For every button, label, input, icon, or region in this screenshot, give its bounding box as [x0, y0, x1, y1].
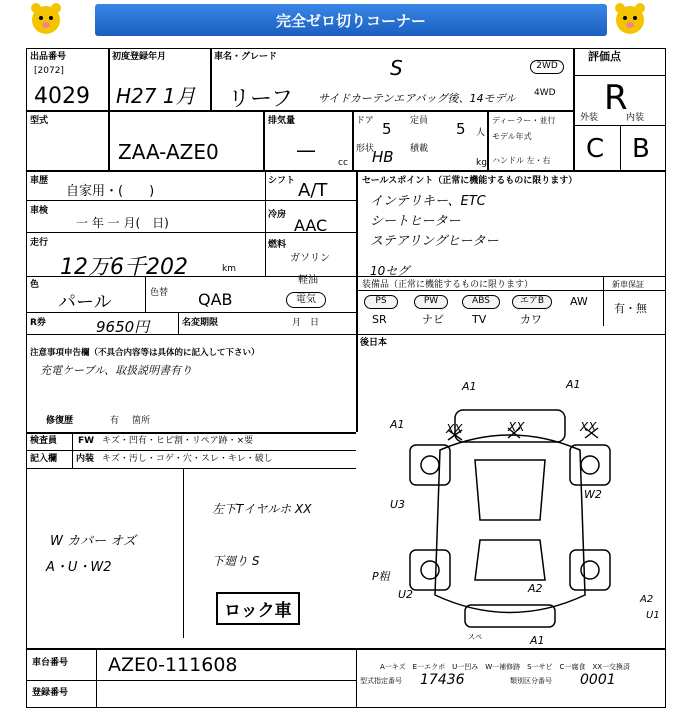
recycle-label: R券	[30, 318, 46, 328]
register-label: 登録番号	[32, 688, 69, 698]
damage-mark: A1	[462, 380, 477, 393]
score-interior: B	[632, 134, 650, 164]
doors-label: ドア	[356, 116, 374, 126]
chassis-value: AZE0-111608	[108, 654, 238, 676]
model-grade: S	[390, 56, 403, 80]
mileage-unit: km	[222, 264, 236, 274]
remark-4: 下廻り S	[212, 554, 260, 568]
shift-value: A/T	[298, 180, 328, 201]
damage-mark: U3	[390, 498, 406, 511]
chassis-label: 車台番号	[32, 658, 69, 668]
bear-mascot-right-icon	[612, 0, 648, 36]
displacement-unit: cc	[338, 158, 348, 168]
name-change-value: 月 日	[292, 318, 320, 328]
header-title: 完全ゼロ切りコーナー	[275, 12, 426, 30]
repair-history-value: 有	[110, 416, 120, 426]
category-number-value: 0001	[580, 672, 616, 688]
category-value: 自家用・( )	[66, 184, 155, 199]
color-code: QAB	[198, 290, 233, 309]
sales-point-3: ステアリングヒーター	[370, 234, 499, 249]
inspector-fw-label: FW	[78, 436, 95, 446]
remark-2: A・U・W2	[46, 560, 112, 575]
equipment-abs: ABS	[462, 295, 500, 309]
capacity-unit: 人	[476, 128, 486, 138]
equipment-new-label: 新車保証	[612, 280, 644, 289]
weight-label: 積載	[410, 144, 429, 154]
mileage-value: 12万6千202	[60, 255, 188, 280]
damage-mark: P粗	[372, 570, 390, 583]
equipment-tv: TV	[472, 313, 487, 326]
score-interior-label: 内装	[626, 113, 645, 123]
capacity-value: 5	[456, 120, 466, 138]
repair-history-place: 箇所	[132, 416, 151, 426]
repair-history-label: 修復歴	[46, 416, 74, 426]
sales-point-2: シートヒーター	[370, 214, 461, 229]
mileage-label: 走行	[30, 238, 49, 248]
score-exterior: C	[586, 134, 605, 164]
model-grade-note: サイドカーテンエアバッグ後、14モデル	[318, 92, 516, 105]
equipment-new-value: 有・無	[614, 302, 647, 315]
notes-value: 充電ケーブル、取扱説明書有り	[40, 364, 193, 377]
damage-mark: XX	[580, 420, 597, 434]
model-label: 車名・グレード	[214, 52, 278, 62]
equipment-ps: PS	[364, 295, 398, 309]
dealer-handle: ハンドル 左・右	[492, 156, 551, 165]
ac-value: AAC	[294, 216, 328, 235]
fuel-option-electric: 電気	[286, 292, 326, 308]
equipment-aw: AW	[570, 295, 588, 308]
score-value: R	[604, 78, 628, 118]
fuel-option-diesel: 軽油	[298, 275, 318, 286]
notes-label: 注意事項申告欄（不具合内容等は具体的に記入して下さい）	[30, 348, 260, 358]
damage-mark: W2	[584, 488, 602, 501]
legend: A一キズ E一エクボ U一凹み W一補修跡 S一サビ C一腐食 XX一交換済	[380, 663, 631, 671]
equipment-pw: PW	[414, 295, 448, 309]
body-shape-label: 形状	[356, 144, 375, 154]
inspector-label: 検査員	[30, 436, 58, 446]
registration-value: H27 1月	[116, 84, 196, 108]
damage-mark: スペ	[468, 633, 482, 641]
model-cert-label: 型式指定番号	[360, 677, 402, 685]
damage-mark: U2	[398, 588, 414, 601]
equipment-sr: SR	[372, 313, 387, 326]
category-number-label: 類別区分番号	[510, 677, 552, 685]
type-value: ZAA-AZE0	[118, 140, 219, 164]
fuel-option-gasoline: ガソリン	[290, 253, 330, 264]
rear-seat-label: 後日本	[360, 338, 388, 348]
body-shape-value: HB	[372, 148, 394, 166]
damage-mark: A1	[390, 418, 405, 431]
displacement-label: 排気量	[268, 116, 296, 126]
inspector-fw: キズ・凹有・ヒビ割・リペア跡・×要	[102, 436, 254, 446]
category-label: 車歴	[30, 176, 49, 186]
model-cert-value: 17436	[420, 672, 465, 688]
bear-mascot-left-icon	[28, 0, 64, 36]
lot-label: 出品番号	[30, 52, 67, 62]
remark-1: W カバー オズ	[50, 534, 136, 549]
type-label: 型式	[30, 116, 49, 126]
name-change-label: 名変期限	[182, 318, 219, 328]
score-exterior-label: 外装	[580, 113, 599, 123]
registration-label: 初度登録年月	[112, 52, 167, 62]
damage-mark: A2	[528, 582, 543, 595]
drive-2wd: 2WD	[530, 60, 564, 74]
dealer-label: ディーラー・並行	[492, 116, 556, 125]
inspection-label: 車検	[30, 206, 49, 216]
sales-points-label: セールスポイント（正常に機能するものに限ります）	[362, 176, 578, 186]
remark-3: 左下Tイヤルホ XX	[212, 502, 312, 516]
shift-label: シフト	[268, 176, 296, 186]
damage-mark: A1	[530, 634, 545, 647]
capacity-label: 定員	[410, 116, 429, 126]
color-value: パール	[58, 292, 112, 313]
model-name: リーフ	[228, 87, 293, 112]
inspector-interior-label: 内装	[76, 454, 95, 464]
lot-sub: [2072]	[34, 66, 64, 76]
sales-point-4: 10セグ	[370, 264, 410, 278]
dealer-model-year: モデル年式	[492, 132, 532, 141]
damage-mark: XX	[446, 422, 463, 436]
score-label: 評価点	[588, 50, 621, 63]
inspector-interior: キズ・汚し・コゲ・穴・スレ・キレ・破し	[102, 454, 273, 464]
damage-mark: A2	[640, 594, 654, 605]
equipment-navi: ナビ	[422, 313, 444, 326]
fuel-label: 燃料	[268, 240, 287, 250]
sales-point-1: インテリキー、ETC	[370, 194, 486, 209]
inspection-value: 一 年 一 月( 日)	[76, 216, 169, 230]
lock-stamp: ロック車	[216, 592, 300, 625]
inspector-record-label: 記入欄	[30, 454, 58, 464]
damage-mark: A1	[566, 378, 581, 391]
ac-label: 冷房	[268, 210, 287, 220]
weight-unit: kg	[476, 158, 487, 168]
equipment-leather: カワ	[520, 313, 542, 326]
recycle-value: 9650円	[96, 318, 150, 336]
color-code-label: 色替	[150, 288, 169, 298]
equipment-label: 装備品（正常に機能するものに限ります）	[362, 280, 534, 290]
lot-number: 4029	[34, 84, 90, 109]
displacement-value: —	[296, 138, 316, 162]
doors-value: 5	[382, 120, 392, 138]
damage-mark: U1	[646, 610, 660, 621]
damage-mark: XX	[508, 420, 525, 434]
equipment-airbag: エアB	[512, 295, 552, 309]
color-label: 色	[30, 280, 40, 290]
drive-4wd: 4WD	[534, 88, 556, 98]
